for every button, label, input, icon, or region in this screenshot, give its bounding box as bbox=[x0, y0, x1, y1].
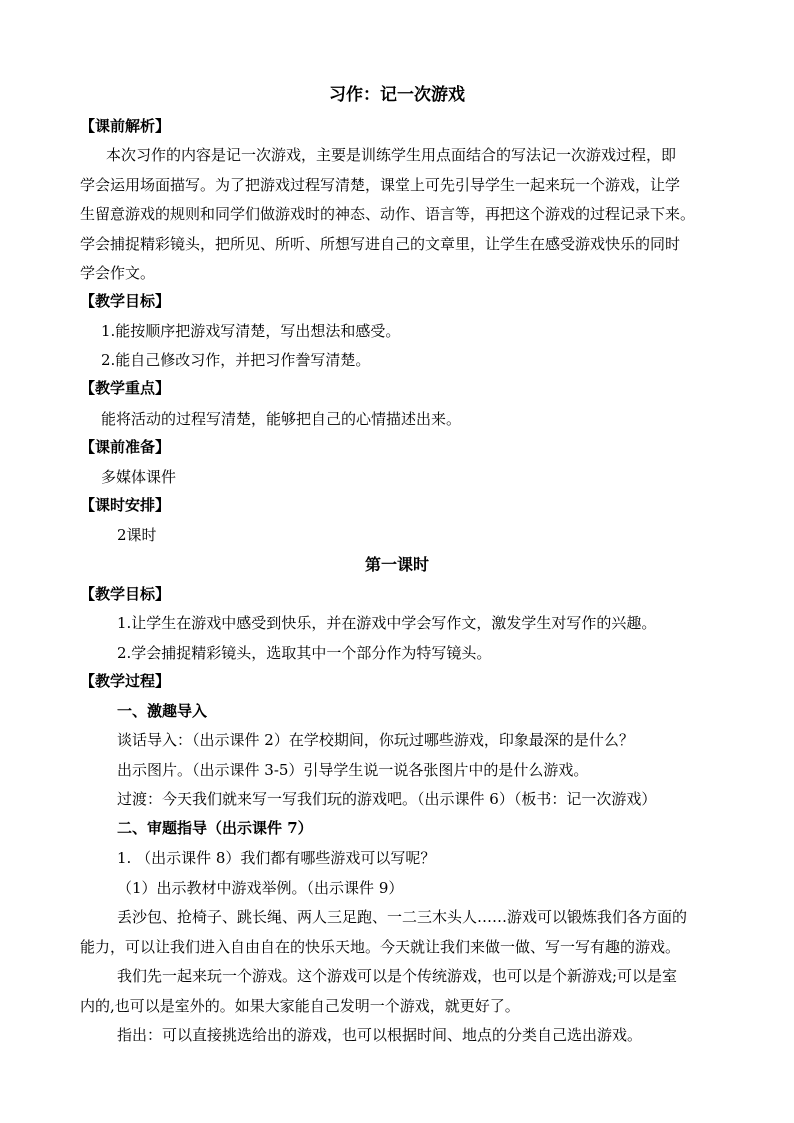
process-line: 丢沙包、抢椅子、跳长绳、两人三足跑、一二三木头人……游戏可以锻炼我们各方面的 bbox=[117, 908, 688, 926]
paragraph-line: 学会作文。 bbox=[80, 264, 156, 282]
process-line: 过渡：今天我们就来写一写我们玩的游戏吧。（出示课件 6）（板书：记一次游戏） bbox=[117, 790, 657, 808]
part2-title: 二、审题指导（出示课件 7） bbox=[117, 819, 313, 837]
pre-analysis-heading: 【课前解析】 bbox=[80, 117, 171, 135]
prep-text: 多媒体课件 bbox=[101, 468, 177, 486]
lesson1-goal-item: 1.让学生在游戏中感受到快乐，并在游戏中学会写作文，激发学生对写作的兴趣。 bbox=[117, 614, 657, 632]
paragraph-line: 学会运用场面描写。为了把游戏过程写清楚，课堂上可先引导学生一起来玩一个游戏，让学 bbox=[80, 176, 681, 194]
process-line: 出示图片。（出示课件 3-5）引导学生说一说各张图片中的是什么游戏。 bbox=[117, 761, 589, 779]
paragraph-line: 学会捕捉精彩镜头，把所见、所听、所想写进自己的文章里，让学生在感受游戏快乐的同时 bbox=[80, 235, 681, 253]
process-line: 指出：可以直接挑选给出的游戏，也可以根据时间、地点的分类自己选出游戏。 bbox=[117, 1026, 643, 1044]
goal-item: 2.能自己修改习作，并把习作誊写清楚。 bbox=[101, 351, 371, 369]
process-line: 1. （出示课件 8）我们都有哪些游戏可以写呢？ bbox=[117, 849, 436, 867]
process-line: （1）出示教材中游戏举例。（出示课件 9） bbox=[117, 879, 404, 897]
paragraph-line: 生留意游戏的规则和同学们做游戏时的神态、动作、语言等，再把这个游戏的过程记录下来。 bbox=[80, 205, 696, 223]
goals-heading: 【教学目标】 bbox=[80, 292, 171, 310]
lesson1-title: 第一课时 bbox=[364, 555, 429, 574]
paragraph-line: 本次习作的内容是记一次游戏，主要是训练学生用点面结合的写法记一次游戏过程，即 bbox=[106, 146, 677, 164]
schedule-heading: 【课时安排】 bbox=[80, 496, 171, 514]
process-line: 能力，可以让我们进入自由自在的快乐天地。今天就让我们来做一做、写一写有趣的游戏。 bbox=[80, 938, 681, 956]
process-line: 谈话导入：（出示课件 2）在学校期间，你玩过哪些游戏，印象最深的是什么？ bbox=[117, 731, 634, 749]
lesson1-goal-item: 2.学会捕捉精彩镜头，选取其中一个部分作为特写镜头。 bbox=[117, 644, 492, 662]
document-title: 习作：记一次游戏 bbox=[329, 85, 465, 105]
schedule-text: 2课时 bbox=[117, 526, 157, 544]
lesson1-goals-heading: 【教学目标】 bbox=[80, 585, 171, 603]
goal-item: 1.能按顺序把游戏写清楚，写出想法和感受。 bbox=[101, 322, 401, 340]
focus-heading: 【教学重点】 bbox=[80, 379, 171, 397]
process-heading: 【教学过程】 bbox=[80, 672, 171, 690]
process-line: 我们先一起来玩一个游戏。这个游戏可以是个传统游戏，也可以是个新游戏;可以是室 bbox=[117, 967, 678, 985]
process-line: 内的,也可以是室外的。如果大家能自己发明一个游戏，就更好了。 bbox=[80, 997, 520, 1015]
part1-title: 一、激趣导入 bbox=[117, 702, 208, 720]
focus-text: 能将活动的过程写清楚，能够把自己的心情描述出来。 bbox=[101, 410, 462, 428]
prep-heading: 【课前准备】 bbox=[80, 438, 171, 456]
